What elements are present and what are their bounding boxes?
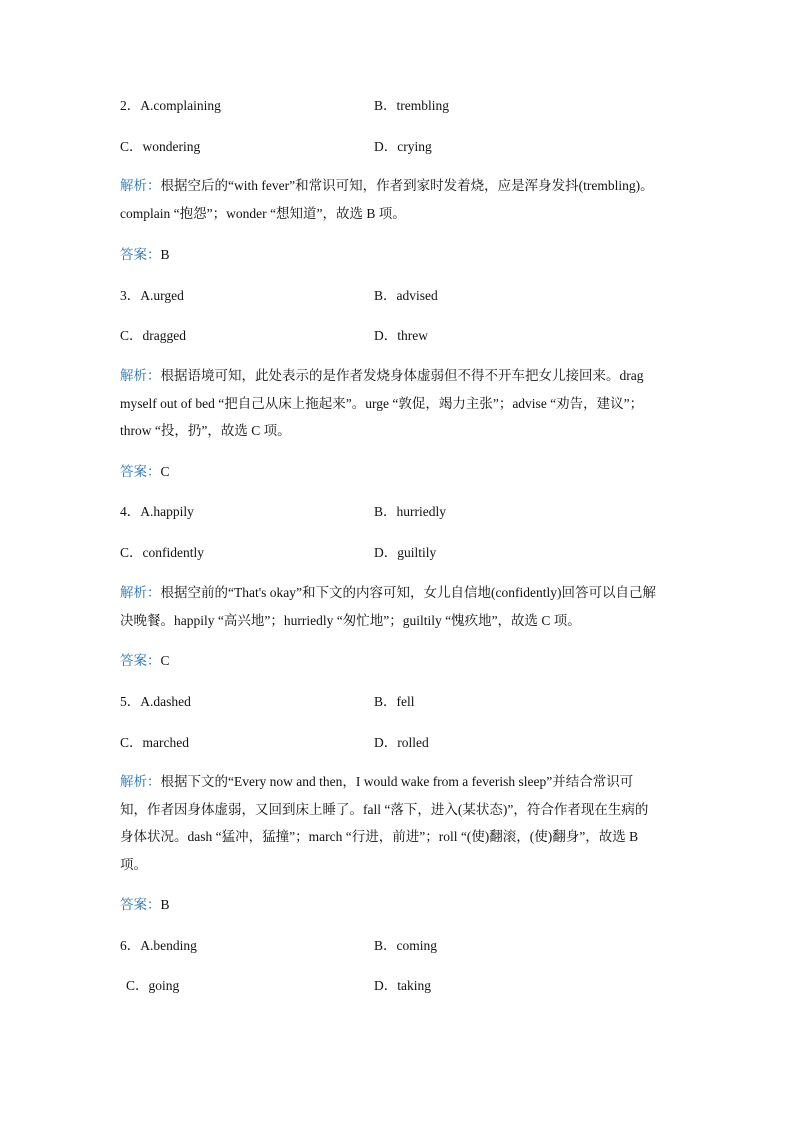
q6-option-a: 6．A.bending <box>120 938 197 953</box>
analysis-line: myself out of bed “把自己从床上拖起来”。urge “敦促，竭力主张”；advise “劝告，建议”； <box>120 395 644 411</box>
analysis-label: 解析 <box>120 585 147 600</box>
answer-value: B <box>160 897 170 912</box>
q2-option-a: 2．A.complaining <box>120 98 221 113</box>
q2-option-d: D．crying <box>374 139 432 154</box>
analysis-line: 根据空前的“That's okay”和下文的内容可知，女儿自信地(confidently)回答可以自己解 <box>160 585 656 600</box>
analysis-label: 解析 <box>120 368 147 383</box>
q3-answer: 答案：C <box>120 464 170 479</box>
answer-label: 答案 <box>120 464 147 479</box>
q5-option-b: B．fell <box>374 694 415 709</box>
q2-option-c: C．wondering <box>120 139 201 154</box>
answer-value: C <box>160 653 170 668</box>
analysis-line: 根据下文的“Every now and then，I would wake from a feverish sleep”并结合常识可 <box>160 774 634 789</box>
analysis-line: 根据语境可知，此处表示的是作者发烧身体虚弱但不得不开车把女儿接回来。drag <box>160 368 644 383</box>
q6-option-c: C．going <box>126 978 180 993</box>
q4-answer: 答案：C <box>120 653 170 668</box>
q2-analysis: 解析：根据空后的“with fever”和常识可知，作者到家时发着烧，应是浑身发抖(trembling)。 complain “抱怨”；wonder “想知道”，故选 B 项。 <box>120 172 680 227</box>
q4-option-a: 4．A.happily <box>120 504 194 519</box>
q3-option-a: 3．A.urged <box>120 288 184 303</box>
q4-analysis: 解析：根据空前的“That's okay”和下文的内容可知，女儿自信地(confidently)回答可以自己解 决晚餐。happily “高兴地”；hurriedly “匆忙地”；guiltily “愧疚地”，故选 C 项。 <box>120 579 680 634</box>
q5-option-c: C．marched <box>120 735 189 750</box>
q2-answer: 答案：B <box>120 247 170 262</box>
analysis-line: 身体状况。dash “猛冲，猛撞”；march “行进，前进”；roll “(使)翻滚，(使)翻身”，故选 B <box>120 829 639 844</box>
analysis-line: 根据空后的“with fever”和常识可知，作者到家时发着烧，应是浑身发抖(trembling)。 <box>160 178 654 193</box>
analysis-line: complain “抱怨”；wonder “想知道”，故选 B 项。 <box>120 205 406 221</box>
q3-analysis: 解析：根据语境可知，此处表示的是作者发烧身体虚弱但不得不开车把女儿接回来。drag myself out of bed “把自己从床上拖起来”。urge “敦促，竭力主张”；advise “劝告，建议”； throw “投，扔”，故选 C 项。 <box>120 362 680 445</box>
answer-label: 答案 <box>120 247 147 262</box>
q3-option-b: B．advised <box>374 288 438 303</box>
answer-value: C <box>160 464 170 479</box>
analysis-label: 解析 <box>120 774 147 789</box>
answer-label: 答案 <box>120 897 147 912</box>
q3-option-d: D．threw <box>374 328 428 343</box>
q5-option-a: 5．A.dashed <box>120 694 191 709</box>
answer-value: B <box>160 247 170 262</box>
analysis-line: 项。 <box>120 856 147 872</box>
analysis-label: 解析 <box>120 178 147 193</box>
q2-option-b: B．trembling <box>374 98 449 113</box>
q5-option-d: D．rolled <box>374 735 429 750</box>
q5-answer: 答案：B <box>120 897 170 912</box>
analysis-line: throw “投，扔”，故选 C 项。 <box>120 423 291 438</box>
q3-option-c: C．dragged <box>120 328 186 343</box>
analysis-line: 决晚餐。happily “高兴地”；hurriedly “匆忙地”；guiltily “愧疚地”，故选 C 项。 <box>120 612 581 628</box>
q4-option-c: C．confidently <box>120 545 204 560</box>
q4-option-b: B．hurriedly <box>374 504 446 519</box>
q4-option-d: D．guiltily <box>374 545 437 560</box>
q6-option-d: D．taking <box>374 978 431 993</box>
q6-option-b: B．coming <box>374 938 437 953</box>
answer-label: 答案 <box>120 653 147 668</box>
q5-analysis: 解析：根据下文的“Every now and then，I would wake from a feverish sleep”并结合常识可 知，作者因身体虚弱，又回到床上睡了。fall “落下，进入(某状态)”，符合作者现在生病的 身体状况。dash “猛冲，猛撞”；march “行进，前进”；roll “(使)翻滚，(使)翻身”，故选 B 项。 <box>120 768 680 878</box>
analysis-line: 知，作者因身体虚弱，又回到床上睡了。fall “落下，进入(某状态)”，符合作者现在生病的 <box>120 801 649 817</box>
